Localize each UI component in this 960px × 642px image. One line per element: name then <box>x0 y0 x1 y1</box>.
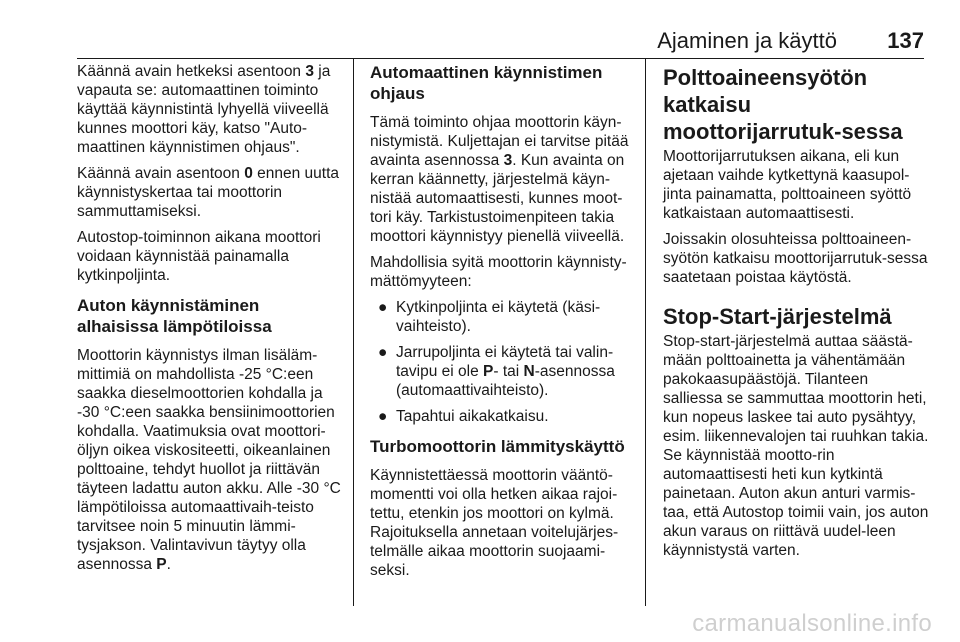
section-heading: Turbomoottorin lämmityskäyttö <box>370 437 625 456</box>
paragraph: Joissakin olosuhteissa polttoaineen-syötön katkaisu moottorijarrutuk-sessa saatetaan poistaa käytöstä. <box>663 231 928 286</box>
page-header <box>0 26 960 58</box>
paragraph: Moottorijarrutuksen aikana, eli kun ajetaan vaihde kytkettynä kaasupol-jinta painamatta, polttoaineen syöttö katkaistaan automaattisesti. <box>663 148 912 222</box>
list-item: ● Jarrupoljinta ei käytetä tai valin-tavipu ei ole P- tai N-asennossa (automaattivaihteisto). <box>378 344 615 399</box>
column-divider-1 <box>353 58 354 606</box>
header-rule <box>77 58 924 59</box>
column-2 <box>370 62 635 587</box>
list-item: ● Tapahtui aikakatkaisu. <box>378 408 549 425</box>
section-heading: Automaattinen käynnistimen ohjaus <box>370 63 603 103</box>
bullet-icon: ● <box>378 299 388 316</box>
section-heading: Polttoaineensyötön katkaisu moottorijarrutuk-sessa <box>663 65 903 144</box>
paragraph: Käännä avain hetkeksi asentoon 3 ja vapauta se: automaattinen toiminto käyttää käynnistintä lyhyellä viiveellä kunnes moottori käy, katso "Auto-maattinen käynnistimen ohjaus". <box>77 63 331 156</box>
section-title: Ajaminen ja käyttö <box>657 28 837 53</box>
paragraph: Tämä toiminto ohjaa moottorin käyn-nistymistä. Kuljettajan ei tarvitse pitää avainta asennossa 3. Kun avainta on kerran käännetty, järjestelmä käyn-nistää automaattisesti, kunnes moot-tori käy. Tarkistustoimenpiteen takia moottori käynnistyy pienellä viiveellä. <box>370 114 629 245</box>
paragraph: Stop-start-järjestelmä auttaa säästä-mään polttoainetta ja vähentämään pakokaasupäästöjä. Tilanteen salliessa se sammuttaa moottorin heti, kun nopeus laskee tai auto pysähtyy, esim. liikennevalojen tai ruuhkan takia. Se käynnistää mootto-rin automaattisesti heti kun kytkintä painetaan. Auton akun anturi varmis-taa, että Autostop toimii vain, jos auton akun varaus on riittävä uudel-leen käynnistystä varten. <box>663 333 929 559</box>
list-item: ● Kytkinpoljinta ei käytetä (käsi-vaihteisto). <box>378 299 601 335</box>
page-number: 137 <box>887 28 924 53</box>
bullet-icon: ● <box>378 344 388 361</box>
section-heading: Stop-Start-järjestelmä <box>663 304 892 329</box>
bullet-list <box>370 298 635 426</box>
paragraph: Käynnistettäessä moottorin vääntö-momentti voi olla hetken aikaa rajoi-tettu, etenkin jos moottori on kylmä. Rajoituksella annetaan voitelujärjes-telmälle aikaa moottorin suojaami-seksi. <box>370 467 619 579</box>
bullet-icon: ● <box>378 408 388 425</box>
column-3 <box>663 62 931 567</box>
section-heading: Auton käynnistäminen alhaisissa lämpötiloissa <box>77 296 272 336</box>
column-divider-2 <box>645 58 646 606</box>
column-1 <box>77 62 345 581</box>
paragraph: Autostop-toiminnon aikana moottori voidaan käynnistää painamalla kytkinpoljinta. <box>77 229 321 284</box>
paragraph: Mahdollisia syitä moottorin käynnisty-mättömyyteen: <box>370 254 627 290</box>
watermark: carmanualsonline.info <box>692 610 932 637</box>
paragraph: Moottorin käynnistys ilman lisäläm-mittimiä on mahdollista -25 °C:een saakka dieselmoottorien kohdalla ja -30 °C:een saakka bensiinimoottorien kohdalla. Vaatimuksia ovat moottori-öljyn oikea viskositeetti, oikeanlainen polttoaine, tehdyt huollot ja riittävän täyteen ladattu auton akku. Alle -30 °C lämpötiloissa automaattivaih-teisto tarvitsee noin 5 minuutin lämmi-tysjakson. Valintavivun täytyy olla asennossa P. <box>77 347 341 573</box>
paragraph: Käännä avain asentoon 0 ennen uutta käynnistyskertaa tai moottorin sammuttamiseksi. <box>77 165 340 220</box>
